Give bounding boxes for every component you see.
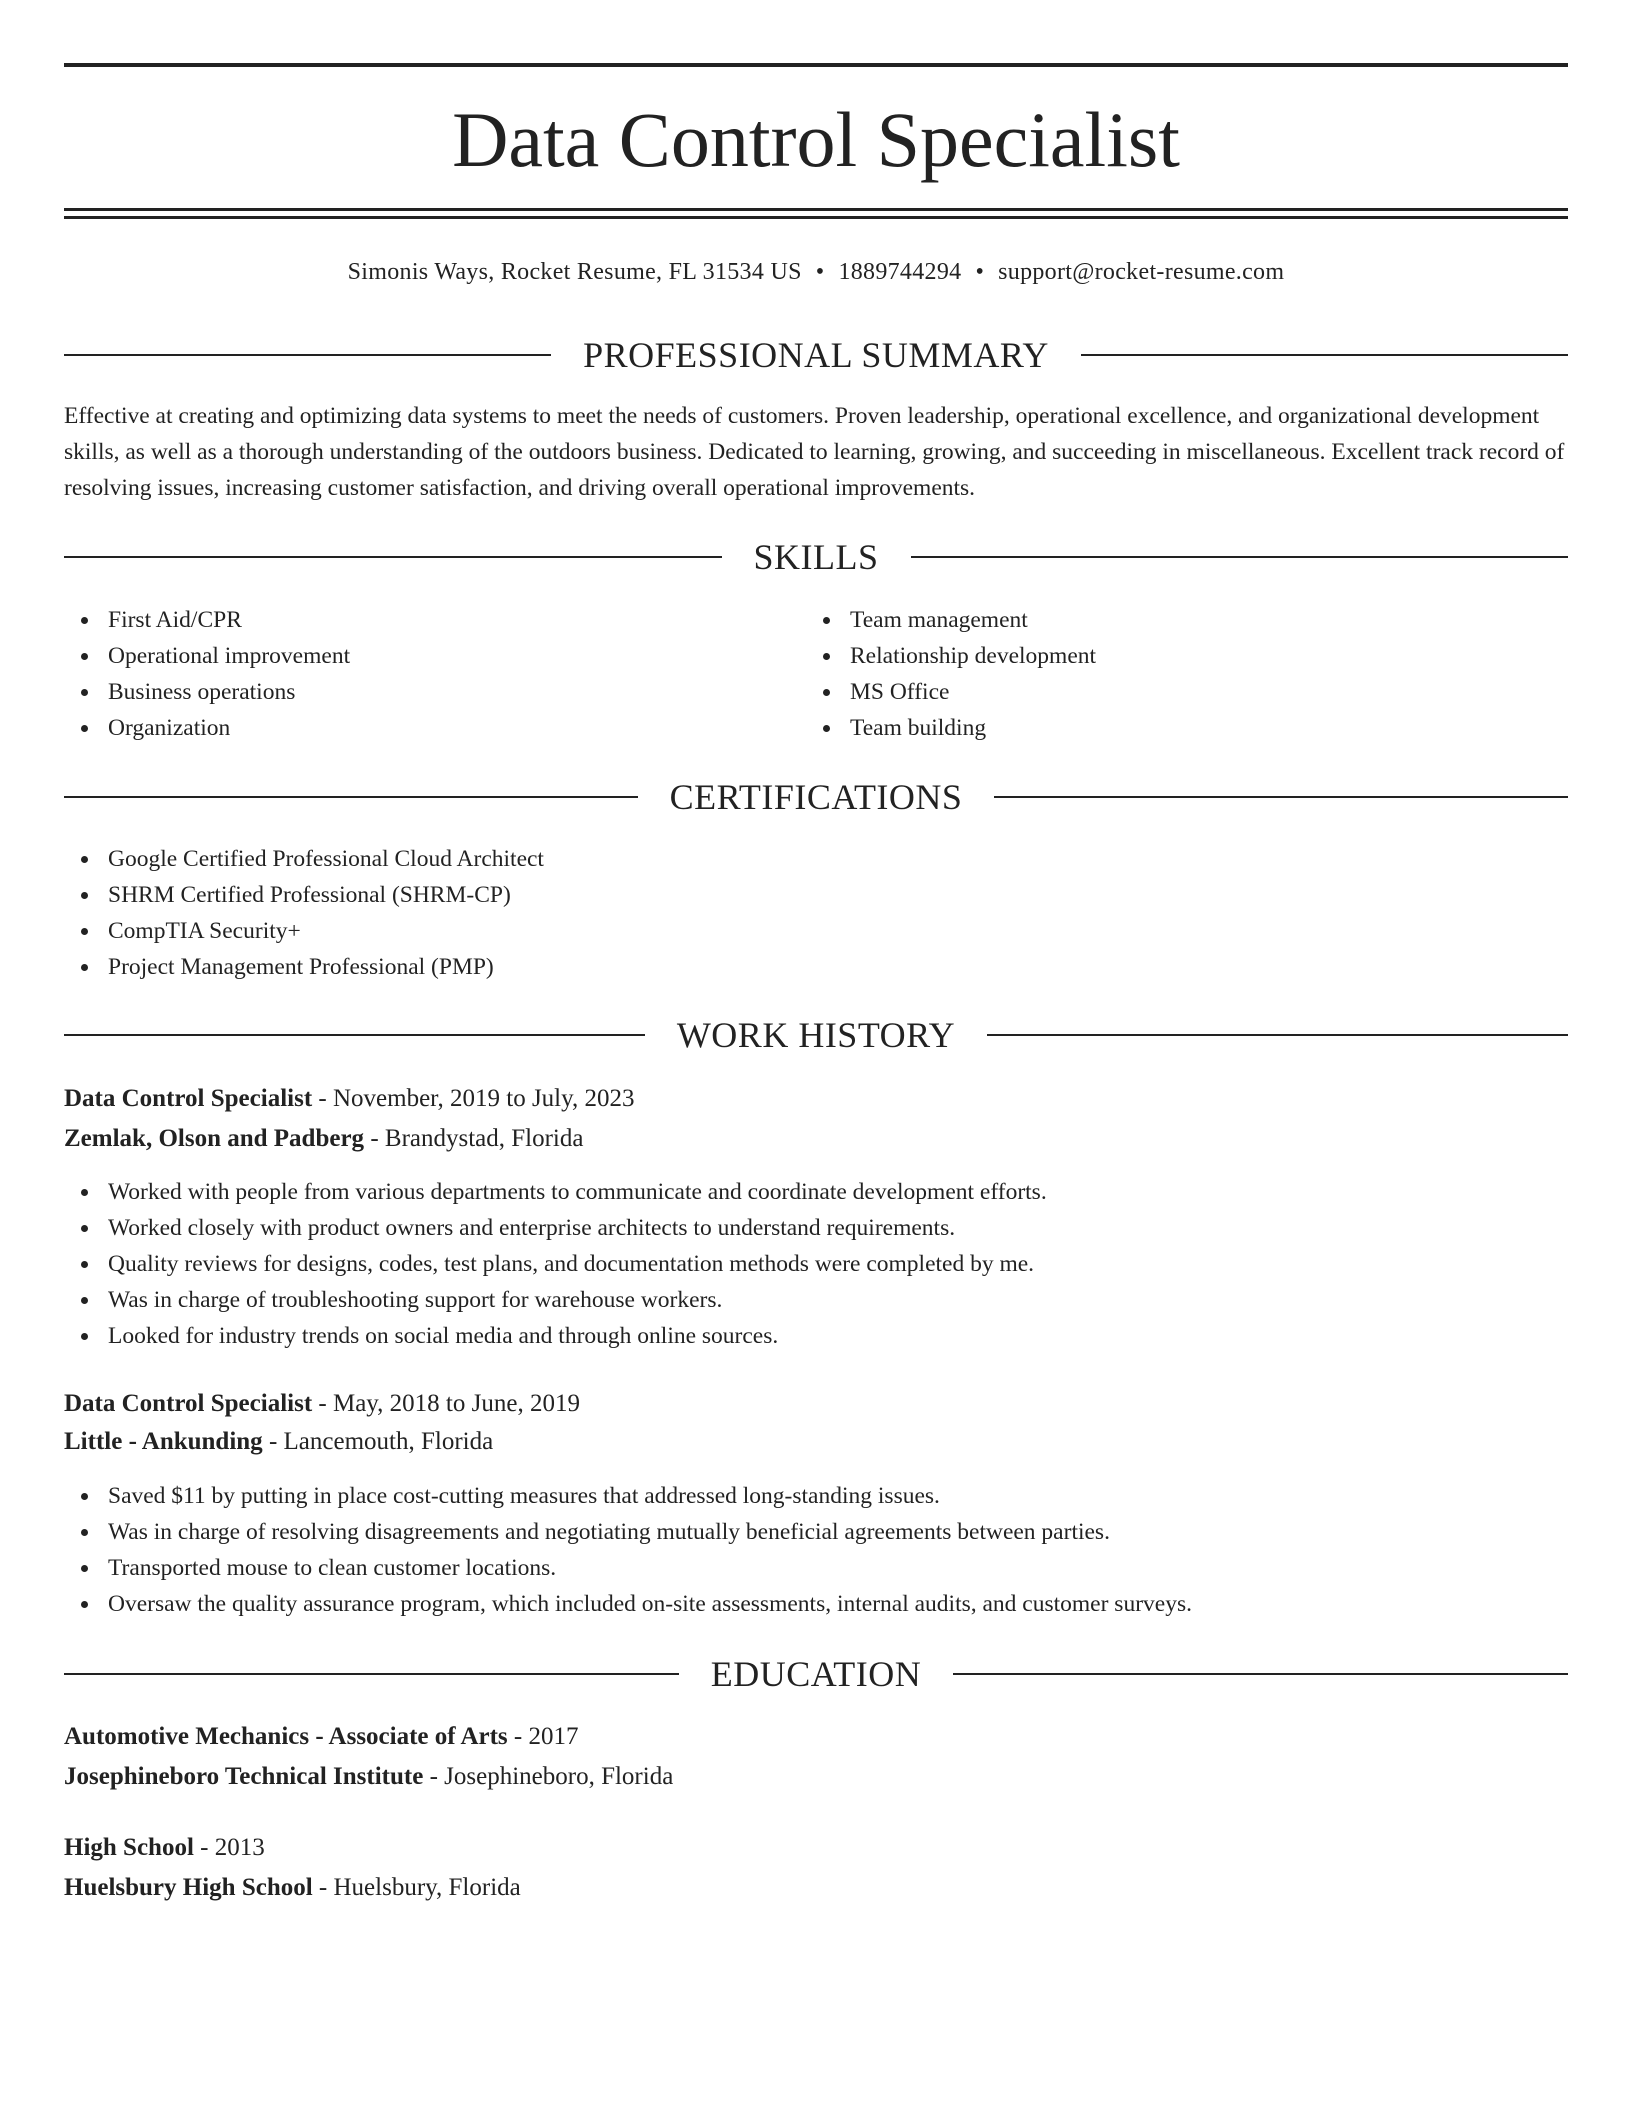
skill-item: MS Office — [806, 674, 1096, 710]
job-duty-item: Quality reviews for designs, codes, test plans, and documentation methods were completed by me. — [64, 1246, 1047, 1282]
contact-phone: 1889744294 — [838, 259, 962, 285]
skill-item: Organization — [64, 710, 350, 746]
section-title: EDUCATION — [710, 1654, 922, 1694]
certification-item: SHRM Certified Professional (SHRM-CP) — [64, 877, 544, 913]
education-school: Josephineboro Technical Institute — [64, 1763, 424, 1790]
job-duty-item: Was in charge of resolving disagreements and negotiating mutually beneficial agreements between parties. — [64, 1514, 1192, 1550]
job-duty-item: Transported mouse to clean customer locations. — [64, 1550, 1192, 1586]
contact-email: support@rocket-resume.com — [998, 259, 1285, 285]
certification-item: Google Certified Professional Cloud Architect — [64, 841, 544, 877]
job-company: Little - Ankunding — [64, 1428, 263, 1455]
education-school-line — [64, 1758, 673, 1796]
job-duty-item: Worked closely with product owners and enterprise architects to understand requirements. — [64, 1210, 1047, 1246]
heading-rule — [64, 1673, 679, 1675]
job-company: Zemlak, Olson and Padberg — [64, 1125, 365, 1152]
job-location: - Lancemouth, Florida — [262, 1428, 494, 1455]
certifications-list — [64, 841, 544, 985]
section-title: WORK HISTORY — [676, 1015, 956, 1055]
job-location: - Brandystad, Florida — [364, 1125, 584, 1152]
section-heading-summary — [64, 333, 1568, 377]
job-title-line — [64, 1385, 580, 1423]
contact-line — [64, 254, 1568, 290]
job-company-line — [64, 1120, 583, 1158]
job-title: Data Control Specialist — [64, 1085, 313, 1112]
education-degree: High School — [64, 1834, 194, 1861]
skill-item: Relationship development — [806, 638, 1096, 674]
header-double-rule-lower — [64, 216, 1568, 219]
header-double-rule-upper — [64, 208, 1568, 211]
section-title: PROFESSIONAL SUMMARY — [583, 335, 1049, 375]
skill-item: Business operations — [64, 674, 350, 710]
skill-item: Team building — [806, 710, 1096, 746]
heading-rule — [987, 1034, 1568, 1036]
resume-title: Data Control Specialist — [452, 96, 1180, 183]
summary-text: Effective at creating and optimizing data systems to meet the needs of customers. Proven leadership, operational excellence, and organizational development skills, as well as a thorough understanding of the outdoors business. Dedicated to learning, growing, and succeeding in miscellaneous. Excellent track record of resolving issues, increasing customer satisfaction, and driving overall operational improvements. — [64, 403, 1565, 501]
heading-rule — [64, 796, 638, 798]
education-location: - Huelsbury, Florida — [312, 1874, 521, 1901]
contact-separator: • — [975, 259, 985, 285]
certification-item: CompTIA Security+ — [64, 913, 544, 949]
job-title: Data Control Specialist — [64, 1390, 313, 1417]
section-heading-certifications — [64, 775, 1568, 819]
job-dates: - November, 2019 to July, 2023 — [312, 1085, 635, 1112]
header-top-rule — [64, 63, 1568, 67]
skill-item: Operational improvement — [64, 638, 350, 674]
job-dates: - May, 2018 to June, 2019 — [312, 1390, 580, 1417]
skill-item: First Aid/CPR — [64, 602, 350, 638]
skills-list-left — [64, 602, 350, 746]
section-heading-work-history — [64, 1013, 1568, 1057]
education-degree-line — [64, 1718, 579, 1756]
skills-list-right — [806, 602, 1096, 746]
heading-rule — [994, 796, 1568, 798]
certification-item: Project Management Professional (PMP) — [64, 949, 544, 985]
heading-rule — [911, 556, 1569, 558]
heading-rule — [953, 1673, 1568, 1675]
job-duty-item: Oversaw the quality assurance program, which included on-site assessments, internal audits, and customer surveys. — [64, 1586, 1192, 1622]
education-location: - Josephineboro, Florida — [423, 1763, 674, 1790]
job-duties-list — [64, 1478, 1192, 1622]
job-title-line — [64, 1080, 635, 1118]
job-duty-item: Looked for industry trends on social media and through online sources. — [64, 1318, 1047, 1354]
heading-rule — [64, 354, 551, 356]
skill-item: Team management — [806, 602, 1096, 638]
heading-rule — [1081, 354, 1568, 356]
education-school-line — [64, 1869, 521, 1907]
education-school: Huelsbury High School — [64, 1874, 313, 1901]
education-year: - 2017 — [507, 1723, 579, 1750]
job-duty-item: Worked with people from various departments to communicate and coordinate development efforts. — [64, 1174, 1047, 1210]
section-heading-skills — [64, 535, 1568, 579]
heading-rule — [64, 1034, 645, 1036]
job-company-line — [64, 1423, 493, 1461]
education-degree-line — [64, 1829, 265, 1867]
job-duty-item: Was in charge of troubleshooting support for warehouse workers. — [64, 1282, 1047, 1318]
section-heading-education — [64, 1652, 1568, 1696]
education-degree: Automotive Mechanics - Associate of Arts — [64, 1723, 508, 1750]
section-title: CERTIFICATIONS — [669, 777, 963, 817]
section-title: SKILLS — [753, 537, 879, 577]
heading-rule — [64, 556, 722, 558]
job-duty-item: Saved $11 by putting in place cost-cutting measures that addressed long-standing issues. — [64, 1478, 1192, 1514]
contact-separator: • — [815, 259, 825, 285]
job-duties-list — [64, 1174, 1047, 1354]
education-year: - 2013 — [193, 1834, 265, 1861]
contact-address: Simonis Ways, Rocket Resume, FL 31534 US — [347, 259, 802, 285]
